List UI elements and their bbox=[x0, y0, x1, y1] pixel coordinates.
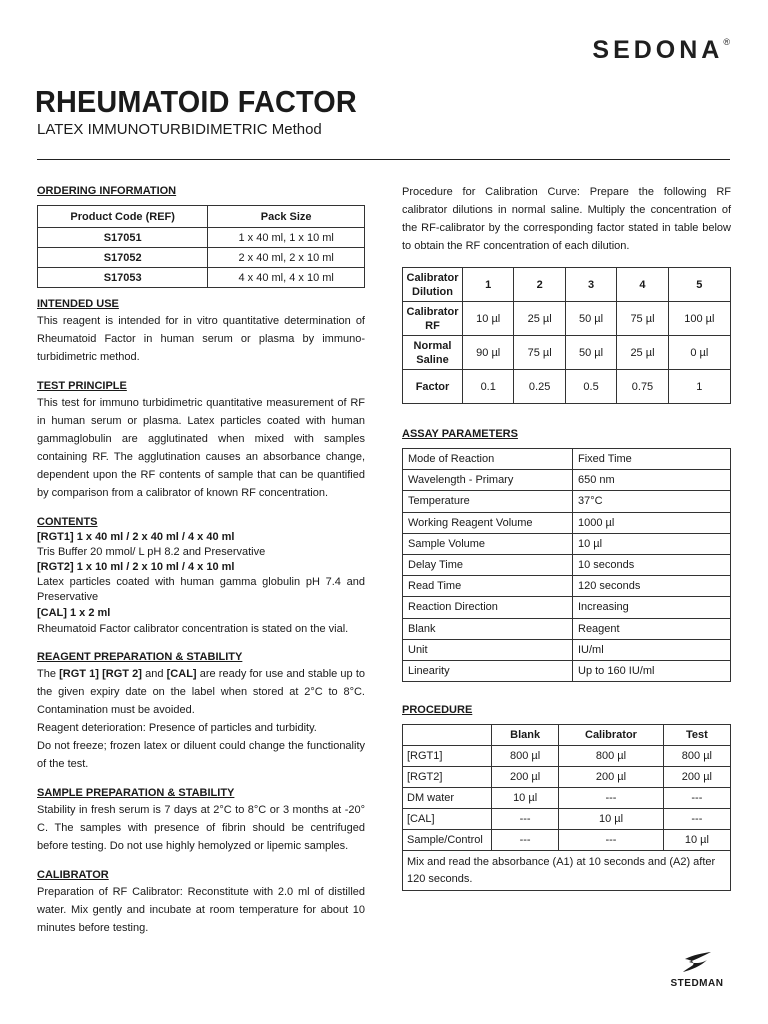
page-subtitle: LATEX IMMUNOTURBIDIMETRIC Method bbox=[37, 121, 322, 138]
proc-cell: --- bbox=[663, 809, 730, 830]
calib-cell: 0.1 bbox=[463, 370, 514, 404]
stedman-swoosh-icon bbox=[677, 950, 717, 976]
brand-name: SEDONA bbox=[592, 36, 724, 64]
proc-cell: 10 µl bbox=[559, 809, 664, 830]
brand-logo bbox=[592, 36, 730, 65]
calib-cell: 75 µl bbox=[514, 336, 565, 370]
table-row bbox=[403, 370, 731, 404]
proc-cell: --- bbox=[559, 830, 664, 851]
procedure-note: Mix and read the absorbance (A1) at 10 seconds and (A2) after 120 seconds. bbox=[403, 851, 731, 891]
left-column bbox=[37, 183, 365, 937]
calib-cell: 0 µl bbox=[668, 336, 730, 370]
ordering-table bbox=[37, 205, 365, 288]
calibrator-heading: CALIBRATOR bbox=[37, 869, 109, 881]
proc-cell: 800 µl bbox=[492, 746, 559, 767]
table-row bbox=[403, 268, 731, 302]
contents-cal-label: [CAL] 1 x 2 ml bbox=[37, 607, 111, 619]
calib-cell: 1 bbox=[463, 268, 514, 302]
table-row bbox=[403, 597, 731, 618]
assay-value: Reagent bbox=[573, 618, 731, 639]
ordering-header-ref: Product Code (REF) bbox=[38, 206, 208, 228]
calib-cell: 3 bbox=[565, 268, 616, 302]
intended-use-text: This reagent is intended for in vitro quantitative determination of Rheumatoid Factor in human serum or plasma by immuno-turbidimetric method. bbox=[37, 315, 365, 363]
proc-label: DM water bbox=[403, 788, 492, 809]
table-row bbox=[403, 554, 731, 575]
proc-cell: --- bbox=[559, 788, 664, 809]
calib-cell: 4 bbox=[617, 268, 668, 302]
assay-param: Blank bbox=[403, 618, 573, 639]
table-row bbox=[403, 639, 731, 660]
table-row bbox=[403, 788, 731, 809]
table-row bbox=[403, 767, 731, 788]
assay-value: 10 µl bbox=[573, 533, 731, 554]
calib-cell: 75 µl bbox=[617, 302, 668, 336]
assay-param: Reaction Direction bbox=[403, 597, 573, 618]
proc-cell: 10 µl bbox=[492, 788, 559, 809]
contents-rgt2-label: [RGT2] 1 x 10 ml / 2 x 10 ml / 4 x 10 ml bbox=[37, 561, 235, 573]
calib-row-label: Normal Saline bbox=[403, 336, 463, 370]
procedure-table bbox=[402, 724, 731, 891]
proc-cell: 800 µl bbox=[663, 746, 730, 767]
table-row bbox=[403, 449, 731, 470]
reagent-prep-text: The [RGT 1] [RGT 2] and [CAL] are ready for use and stable up to the given expiry date on the label when stored at 2°C to 8°C. Contamination must be avoided. bbox=[37, 668, 365, 716]
calib-cell: 0.75 bbox=[617, 370, 668, 404]
sample-prep-text: Stability in fresh serum is 7 days at 2°C to 8°C or 3 months at -20° C. The samples with presence of fibrin should be centrifuged before testing. Do not use highly hemolyzed or lipemic samples. bbox=[37, 804, 365, 852]
assay-param: Wavelength - Primary bbox=[403, 470, 573, 491]
proc-label: [RGT1] bbox=[403, 746, 492, 767]
calib-cell: 0.25 bbox=[514, 370, 565, 404]
calib-row-label: Factor bbox=[403, 370, 463, 404]
contents-cal-text: Rheumatoid Factor calibrator concentration is stated on the vial. bbox=[37, 623, 349, 635]
contents-rgt1-label: [RGT1] 1 x 40 ml / 2 x 40 ml / 4 x 40 ml bbox=[37, 531, 235, 543]
contents-rgt1-text: Tris Buffer 20 mmol/ L pH 8.2 and Preservative bbox=[37, 546, 266, 558]
table-row bbox=[403, 302, 731, 336]
ordering-ref: S17051 bbox=[38, 228, 208, 248]
table-row bbox=[403, 491, 731, 512]
proc-cell: 800 µl bbox=[559, 746, 664, 767]
table-row bbox=[403, 512, 731, 533]
calib-cell: 2 bbox=[514, 268, 565, 302]
table-row bbox=[403, 851, 731, 891]
calib-cell: 25 µl bbox=[514, 302, 565, 336]
assay-value: 650 nm bbox=[573, 470, 731, 491]
table-row bbox=[38, 248, 365, 268]
table-row bbox=[403, 470, 731, 491]
footer-logo-text: STEDMAN bbox=[670, 978, 724, 989]
proc-cell: 200 µl bbox=[663, 767, 730, 788]
ordering-pack: 2 x 40 ml, 2 x 10 ml bbox=[208, 248, 365, 268]
assay-value: Increasing bbox=[573, 597, 731, 618]
right-column bbox=[402, 183, 731, 891]
reagent-freeze-text: Do not freeze; frozen latex or diluent could change the functionality of the test. bbox=[37, 740, 365, 770]
test-principle-heading: TEST PRINCIPLE bbox=[37, 380, 127, 392]
contents-heading: CONTENTS bbox=[37, 516, 98, 528]
assay-param: Temperature bbox=[403, 491, 573, 512]
page-title: RHEUMATOID FACTOR bbox=[35, 84, 357, 119]
calib-cell: 50 µl bbox=[565, 302, 616, 336]
assay-param: Read Time bbox=[403, 576, 573, 597]
table-row bbox=[403, 746, 731, 767]
ordering-header-pack: Pack Size bbox=[208, 206, 365, 228]
sample-prep-heading: SAMPLE PREPARATION & STABILITY bbox=[37, 787, 235, 799]
assay-param: Delay Time bbox=[403, 554, 573, 575]
assay-heading: ASSAY PARAMETERS bbox=[402, 428, 518, 440]
assay-value: 120 seconds bbox=[573, 576, 731, 597]
assay-param: Unit bbox=[403, 639, 573, 660]
contents-rgt2-text: Latex particles coated with human gamma globulin pH 7.4 and Preservative bbox=[37, 576, 365, 603]
proc-cell: --- bbox=[663, 788, 730, 809]
assay-param: Linearity bbox=[403, 660, 573, 681]
reagent-deterioration-text: Reagent deterioration: Presence of particles and turbidity. bbox=[37, 722, 317, 734]
table-row bbox=[403, 809, 731, 830]
ordering-ref: S17053 bbox=[38, 268, 208, 288]
proc-cell: --- bbox=[492, 809, 559, 830]
assay-value: Up to 160 IU/ml bbox=[573, 660, 731, 681]
proc-label: [RGT2] bbox=[403, 767, 492, 788]
proc-label: Sample/Control bbox=[403, 830, 492, 851]
assay-value: 10 seconds bbox=[573, 554, 731, 575]
calib-cell: 0.5 bbox=[565, 370, 616, 404]
ordering-ref: S17052 bbox=[38, 248, 208, 268]
ordering-pack: 4 x 40 ml, 4 x 10 ml bbox=[208, 268, 365, 288]
ordering-heading: ORDERING INFORMATION bbox=[37, 185, 177, 197]
calib-cell: 25 µl bbox=[617, 336, 668, 370]
test-principle-text: This test for immuno turbidimetric quantitative measurement of RF in human serum or plasma. Latex particles coated with human gammaglobulin are agglutinated when mixed with samples containing RF. The agglutination causes an absorbance change, dependent upon the RF contents of sample that can be quantified by comparison from a calibrator of known RF concentration. bbox=[37, 397, 365, 499]
assay-param: Working Reagent Volume bbox=[403, 512, 573, 533]
calib-cell: 50 µl bbox=[565, 336, 616, 370]
table-row bbox=[403, 830, 731, 851]
calib-cell: 10 µl bbox=[463, 302, 514, 336]
proc-label: [CAL] bbox=[403, 809, 492, 830]
ordering-pack: 1 x 40 ml, 1 x 10 ml bbox=[208, 228, 365, 248]
assay-value: Fixed Time bbox=[573, 449, 731, 470]
calib-row-label: Calibrator RF bbox=[403, 302, 463, 336]
table-row bbox=[403, 618, 731, 639]
procedure-heading: PROCEDURE bbox=[402, 704, 473, 717]
table-row bbox=[403, 336, 731, 370]
calib-cell: 1 bbox=[668, 370, 730, 404]
table-row bbox=[38, 228, 365, 248]
registered-mark: ® bbox=[723, 36, 730, 47]
calib-row-label: Calibrator Dilution bbox=[403, 268, 463, 302]
calib-cell: 5 bbox=[668, 268, 730, 302]
assay-value: 1000 µl bbox=[573, 512, 731, 533]
calibration-curve-intro: Procedure for Calibration Curve: Prepare the following RF calibrator dilutions in normal saline. Multiply the concentration of the RF-calibrator by the corresponding factor stated in table below to obtain the RF concentration of each dilution. bbox=[402, 186, 731, 252]
title-divider bbox=[37, 159, 730, 160]
proc-header: Calibrator bbox=[559, 725, 664, 746]
reagent-prep-heading: REAGENT PREPARATION & STABILITY bbox=[37, 651, 243, 663]
proc-header bbox=[403, 725, 492, 746]
assay-value: 37°C bbox=[573, 491, 731, 512]
proc-header: Blank bbox=[492, 725, 559, 746]
table-row bbox=[403, 660, 731, 681]
table-row bbox=[38, 268, 365, 288]
assay-value: IU/ml bbox=[573, 639, 731, 660]
assay-param: Mode of Reaction bbox=[403, 449, 573, 470]
proc-header: Test bbox=[663, 725, 730, 746]
proc-cell: --- bbox=[492, 830, 559, 851]
proc-cell: 200 µl bbox=[559, 767, 664, 788]
assay-param: Sample Volume bbox=[403, 533, 573, 554]
calib-cell: 90 µl bbox=[463, 336, 514, 370]
assay-table bbox=[402, 448, 731, 682]
proc-cell: 200 µl bbox=[492, 767, 559, 788]
calib-cell: 100 µl bbox=[668, 302, 730, 336]
footer-logo bbox=[662, 950, 732, 989]
calibration-table bbox=[402, 267, 731, 404]
calibrator-text: Preparation of RF Calibrator: Reconstitute with 2.0 ml of distilled water. Mix gently and incubate at room temperature for about 10 minutes before testing. bbox=[37, 886, 365, 934]
table-row bbox=[403, 576, 731, 597]
proc-cell: 10 µl bbox=[663, 830, 730, 851]
intended-use-heading: INTENDED USE bbox=[37, 298, 119, 310]
table-row bbox=[403, 533, 731, 554]
